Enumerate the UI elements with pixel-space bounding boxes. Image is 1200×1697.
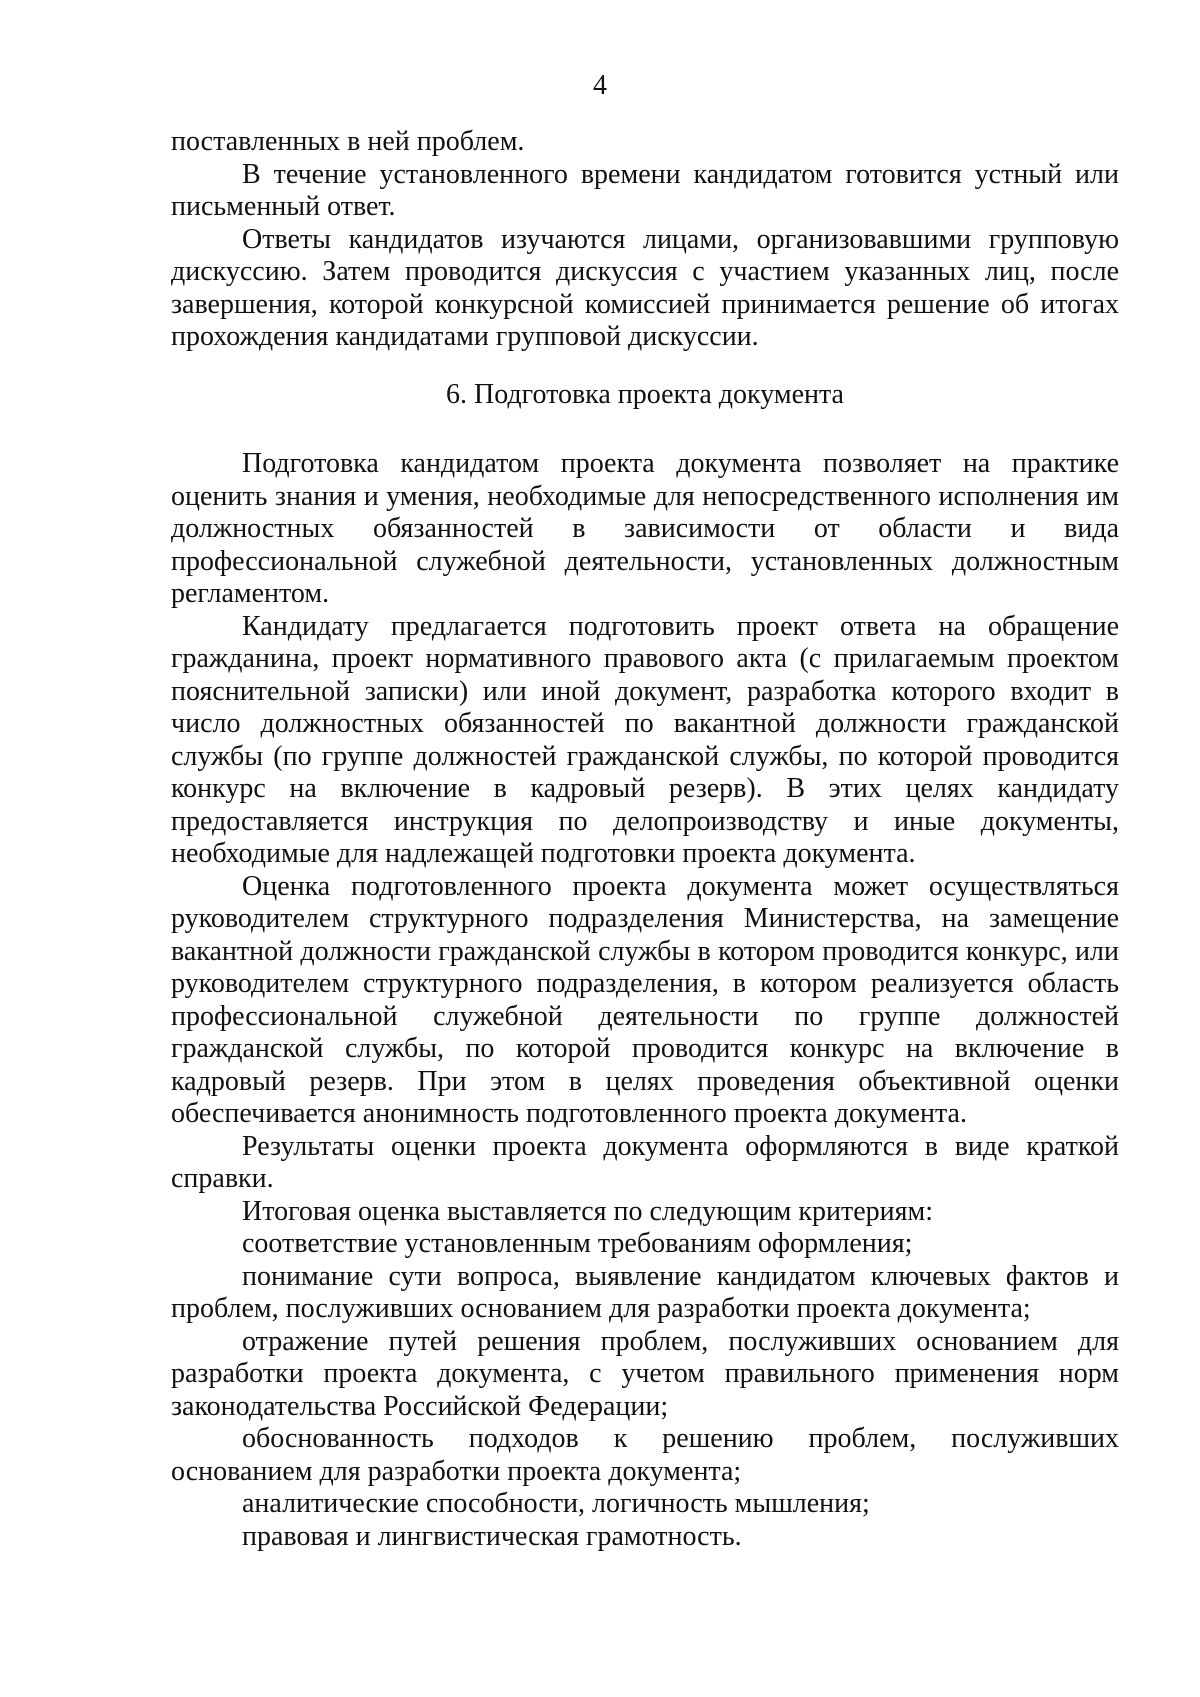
paragraph: Подготовка кандидатом проекта документа позволяет на практике оценить знания и умения, необходимые для непосредственного исполнения им должностных обязанностей в зависимости от области и вида профессиональной служебной деятельности, установленных должностным регламентом. — [171, 448, 1119, 609]
document-body — [171, 126, 1119, 1553]
criteria-item: аналитические способности, логичность мышления; — [242, 1488, 870, 1519]
criteria-item: обоснованность подходов к решению проблем, послуживших основанием для разработки проекта документа; — [171, 1423, 1119, 1487]
criteria-item: понимание сути вопроса, выявление кандидатом ключевых фактов и проблем, послуживших основанием для разработки проекта документа; — [171, 1260, 1119, 1324]
criteria-item: отражение путей решения проблем, послуживших основанием для разработки проекта документа, с учетом правильного применения норм законодательства Российской Федерации; — [171, 1325, 1119, 1422]
criteria-item: соответствие установленным требованиям оформления; — [242, 1228, 913, 1259]
criteria-item: правовая и лингвистическая грамотность. — [242, 1520, 742, 1552]
paragraph: Ответы кандидатов изучаются лицами, организовавшими групповую дискуссию. Затем проводится дискуссия с участием указанных лиц, после завершения, которой конкурсной комиссией принимается решение об итогах прохождения кандидатами групповой дискуссии. — [171, 223, 1119, 352]
page-number: 4 — [593, 70, 607, 101]
paragraph: Результаты оценки проекта документа оформляются в виде краткой справки. — [171, 1130, 1119, 1194]
paragraph: поставленных в ней проблем. — [171, 126, 525, 157]
section-heading: 6. Подготовка проекта документа — [446, 378, 844, 410]
paragraph: Итоговая оценка выставляется по следующим критериям: — [242, 1195, 934, 1227]
paragraph: Оценка подготовленного проекта документа может осуществляться руководителем структурного подразделения Министерства, на замещение вакантной должности гражданской службы в котором проводится конкурс, или руководителем структурного подразделения, в котором реализуется область профессиональной служебной деятельности по группе должностей гражданской службы, по которой проводится конкурс на включение в кадровый резерв. При этом в целях проведения объективной оценки обеспечивается анонимность подготовленного проекта документа. — [171, 870, 1119, 1129]
paragraph: В течение установленного времени кандидатом готовится устный или письменный ответ. — [171, 158, 1119, 222]
paragraph: Кандидату предлагается подготовить проект ответа на обращение гражданина, проект нормативного правового акта (с прилагаемым проектом пояснительной записки) или иной документ, разработка которого входит в число должностных обязанностей по вакантной должности гражданской службы (по группе должностей гражданской службы, по которой проводится конкурс на включение в кадровый резерв). В этих целях кандидату предоставляется инструкция по делопроизводству и иные документы, необходимые для надлежащей подготовки проекта документа. — [171, 610, 1119, 869]
